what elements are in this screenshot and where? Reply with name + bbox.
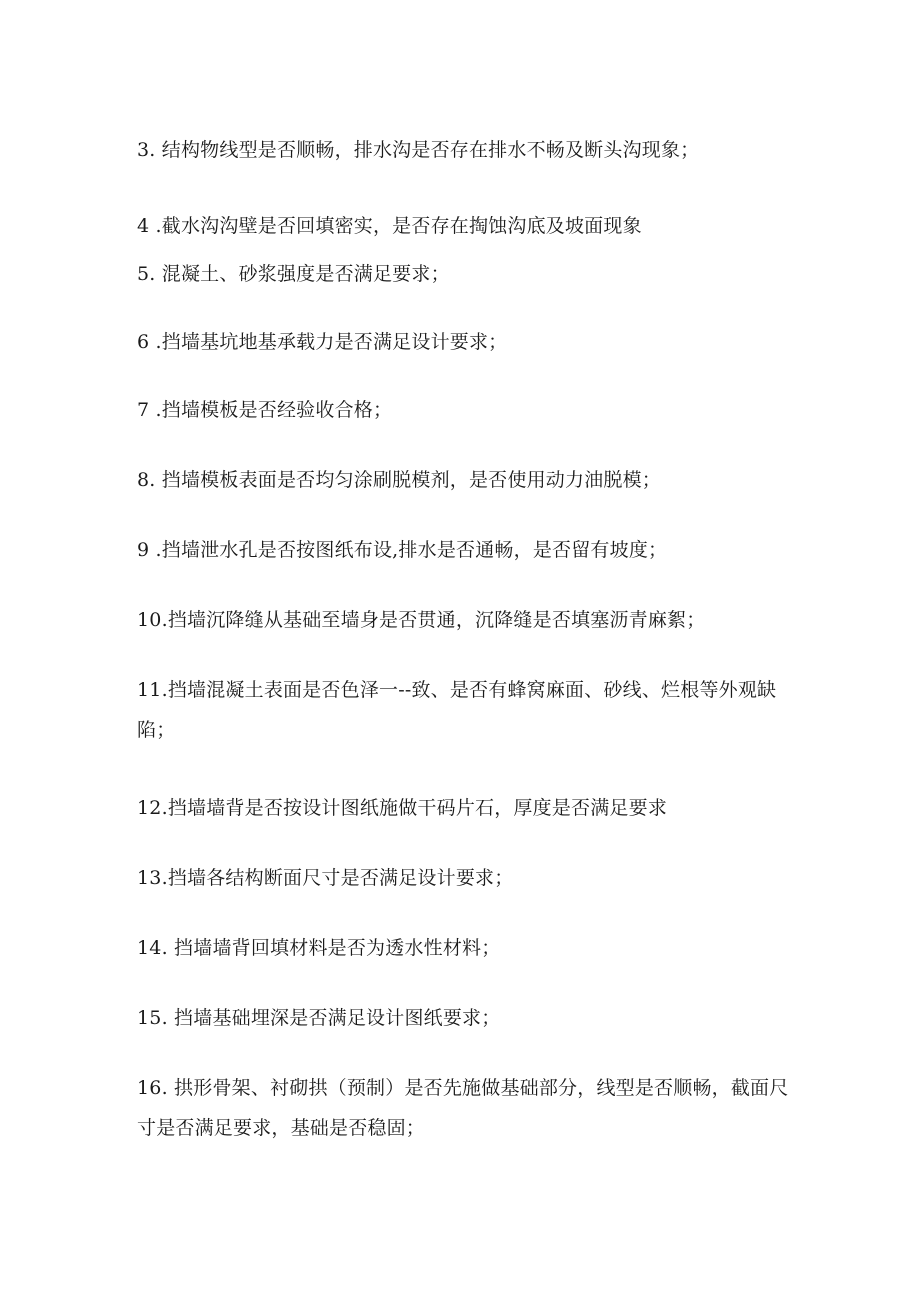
list-item bbox=[137, 206, 797, 246]
item-number: 4 bbox=[137, 215, 150, 237]
item-text: . 混凝土、砂浆强度是否满足要求； bbox=[149, 263, 450, 285]
item-text: . 结构物线型是否顺畅，排水沟是否存在排水不畅及断头沟现象； bbox=[149, 139, 700, 161]
list-item bbox=[137, 390, 797, 430]
item-text: .挡墙模板是否经验收合格； bbox=[149, 399, 393, 421]
item-number: 13 bbox=[137, 867, 162, 889]
item-number: 6 bbox=[137, 331, 150, 353]
list-item bbox=[137, 998, 797, 1038]
list-item bbox=[137, 530, 797, 570]
list-item bbox=[137, 254, 797, 294]
item-text: . 挡墙基础埋深是否满足设计图纸要求； bbox=[161, 1007, 501, 1029]
item-number: 5 bbox=[137, 263, 150, 285]
item-number: 12 bbox=[137, 797, 162, 819]
item-text: .挡墙混凝土表面是否色泽一--致、是否有蜂窝麻面、砂线、烂根等外观缺陷； bbox=[137, 679, 777, 741]
item-number: 8 bbox=[137, 469, 150, 491]
list-item bbox=[137, 670, 797, 750]
item-text: . 拱形骨架、衬砌拱（预制）是否先施做基础部分，线型是否顺畅，截面尺寸是否满足要求，基础是否稳固； bbox=[137, 1077, 789, 1139]
item-number: 9 bbox=[137, 539, 150, 561]
list-item bbox=[137, 130, 797, 170]
item-text: .截水沟沟壁是否回填密实，是否存在掏蚀沟底及坡面现象 bbox=[149, 215, 642, 237]
item-number: 16 bbox=[137, 1077, 162, 1099]
list-item bbox=[137, 460, 797, 500]
list-item bbox=[137, 858, 797, 898]
list-item bbox=[137, 322, 797, 362]
list-item bbox=[137, 600, 797, 640]
list-item bbox=[137, 928, 797, 968]
item-text: . 挡墙墙背回填材料是否为透水性材料； bbox=[161, 937, 501, 959]
item-text: .挡墙泄水孔是否按图纸布设,排水是否通畅，是否留有坡度； bbox=[149, 539, 668, 561]
item-number: 14 bbox=[137, 937, 162, 959]
item-text: . 挡墙模板表面是否均匀涂刷脱模剂，是否使用动力油脱模； bbox=[149, 469, 661, 491]
item-number: 10 bbox=[137, 609, 162, 631]
item-number: 3 bbox=[137, 139, 150, 161]
item-number: 15 bbox=[137, 1007, 162, 1029]
item-text: .挡墙沉降缝从基础至墙身是否贯通，沉降缝是否填塞沥青麻絮； bbox=[161, 609, 706, 631]
item-text: .挡墙墙背是否按设计图纸施做干码片石，厚度是否满足要求 bbox=[161, 797, 668, 819]
item-number: 7 bbox=[137, 399, 150, 421]
list-item bbox=[137, 788, 797, 828]
item-text: .挡墙基坑地基承载力是否满足设计要求； bbox=[149, 331, 508, 353]
item-number: 11 bbox=[137, 679, 162, 701]
item-text: .挡墙各结构断面尺寸是否满足设计要求； bbox=[161, 867, 514, 889]
list-item bbox=[137, 1068, 797, 1148]
